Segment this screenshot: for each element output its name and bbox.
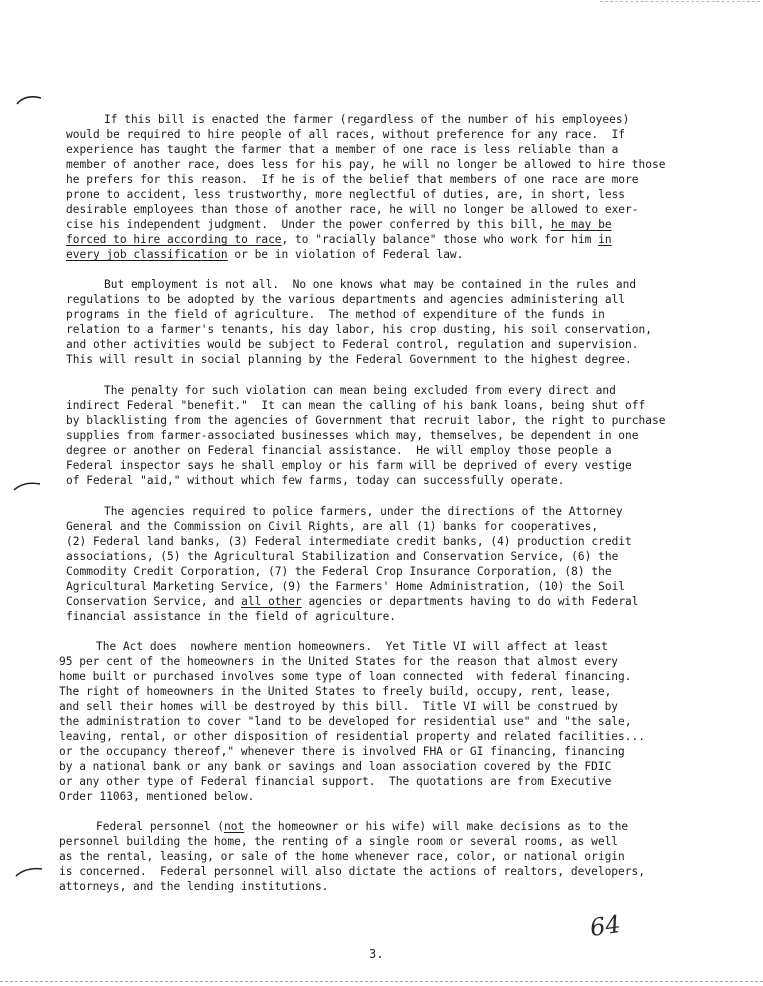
text-line: he prefers for this reason. If he is of the belief that members of one race are more	[66, 173, 639, 186]
text-line: is concerned. Federal personnel will also dictate the actions of realtors, developers,	[59, 865, 645, 878]
text-line: by blacklisting from the agencies of Government that recruit labor, the right to purchase	[66, 414, 666, 427]
text-line: General and the Commission on Civil Rights, are all (1) banks for cooperatives,	[66, 520, 599, 533]
text-line: home built or purchased involves some type of loan connected with federal financing.	[59, 670, 632, 683]
text-line: Federal personnel (not the homeowner or his wife) will make decisions as to the	[96, 820, 629, 833]
margin-bracket-mark	[14, 864, 44, 878]
text-line: regulations to be adopted by the various departments and agencies administering all	[66, 293, 626, 306]
text-line: Order 11063, mentioned below.	[59, 790, 255, 803]
text-line: as the rental, leasing, or sale of the home whenever race, color, or national origin	[59, 850, 625, 863]
text-line: relation to a farmer's tenants, his day labor, his crop dusting, his soil conservation,	[66, 323, 652, 336]
page-number: 3.	[369, 947, 384, 961]
text-line: experience has taught the farmer that a member of one race is less reliable than a	[66, 143, 619, 156]
text-line: Commodity Credit Corporation, (7) the Federal Crop Insurance Corporation, (8) the	[66, 565, 612, 578]
text-line: Agricultural Marketing Service, (9) the Farmers' Home Administration, (10) the Soil	[66, 580, 626, 593]
text-line: or any other type of Federal financial support. The quotations are from Executive	[59, 775, 612, 788]
text-line: The agencies required to police farmers, under the directions of the Attorney	[104, 505, 623, 518]
underlined-phrase: every job classification	[66, 248, 228, 261]
text-line: Federal inspector says he shall employ or his farm will be deprived of every vestige	[66, 459, 632, 472]
scan-artifact-top	[600, 1, 760, 2]
text-line: (2) Federal land banks, (3) Federal intermediate credit banks, (4) production credit	[66, 535, 632, 548]
margin-bracket-mark	[12, 478, 42, 492]
text-line: or the occupancy thereof," whenever there is involved FHA or GI financing, financing	[59, 745, 625, 758]
handwritten-page-annotation: 64	[588, 910, 623, 942]
text-line: prone to accident, less trustworthy, more neglectful of duties, are, in short, less	[66, 188, 626, 201]
scan-artifact-bottom	[0, 981, 763, 982]
text-line: cise his independent judgment. Under the power conferred by this bill, he may be	[66, 218, 612, 231]
text-line: supplies from farmer-associated businesses which may, themselves, be dependent in one	[66, 429, 639, 442]
underlined-phrase: in	[598, 233, 612, 246]
text-line: The right of homeowners in the United States to freely build, occupy, rent, lease,	[59, 685, 612, 698]
text-line: degree or another on Federal financial assistance. He will employ those people a	[66, 444, 612, 457]
margin-bracket-mark	[15, 92, 45, 106]
text-line: 95 per cent of the homeowners in the United States for the reason that almost every	[59, 655, 619, 668]
text-line: If this bill is enacted the farmer (regardless of the number of his employees)	[104, 113, 630, 126]
text-line: the administration to cover "land to be developed for residential use" and "the sale,	[59, 715, 632, 728]
text-line: attorneys, and the lending institutions.	[59, 880, 329, 893]
underlined-phrase: all other	[241, 595, 302, 608]
text-line: by a national bank or any bank or savings and loan association covered by the FDIC	[59, 760, 612, 773]
text-line: But employment is not all. No one knows what may be contained in the rules and	[104, 278, 637, 291]
text-line: Conservation Service, and all other agencies or departments having to do with Federal	[66, 595, 639, 608]
text-line: The penalty for such violation can mean being excluded from every direct and	[104, 384, 616, 397]
underlined-phrase: forced to hire according to race	[66, 233, 282, 246]
underlined-phrase: not	[223, 820, 245, 833]
text-line: financial assistance in the field of agriculture.	[66, 610, 397, 623]
text-line: associations, (5) the Agricultural Stabilization and Conservation Service, (6) the	[66, 550, 619, 563]
text-line: indirect Federal "benefit." It can mean the calling of his bank loans, being shut off	[66, 399, 646, 412]
text-line: member of another race, does less for his pay, he will no longer be allowed to hire those	[66, 158, 666, 171]
text-line: and other activities would be subject to Federal control, regulation and supervision.	[66, 338, 639, 351]
text-line: of Federal "aid," without which few farms, today can successfully operate.	[66, 474, 565, 487]
text-line: every job classification or be in violation of Federal law.	[66, 248, 464, 261]
underlined-phrase: he may be	[550, 218, 612, 231]
text-line: desirable employees than those of another race, he will no longer be allowed to exer-	[66, 203, 639, 216]
text-line: The Act does nowhere mention homeowners. Yet Title VI will affect at least	[96, 640, 608, 653]
text-line: and sell their homes will be destroyed by this bill. Title VI will be construed by	[59, 700, 619, 713]
text-line: would be required to hire people of all races, without preference for any race. If	[66, 128, 626, 141]
text-line: programs in the field of agriculture. The method of expenditure of the funds in	[66, 308, 605, 321]
text-line: personnel building the home, the renting of a single room or several rooms, as well	[59, 835, 619, 848]
text-line: forced to hire according to race, to "racially balance" those who work for him in	[66, 233, 612, 246]
text-line: This will result in social planning by the Federal Government to the highest degree.	[66, 353, 632, 366]
text-line: leaving, rental, or other disposition of residential property and related facilities...	[59, 730, 645, 743]
